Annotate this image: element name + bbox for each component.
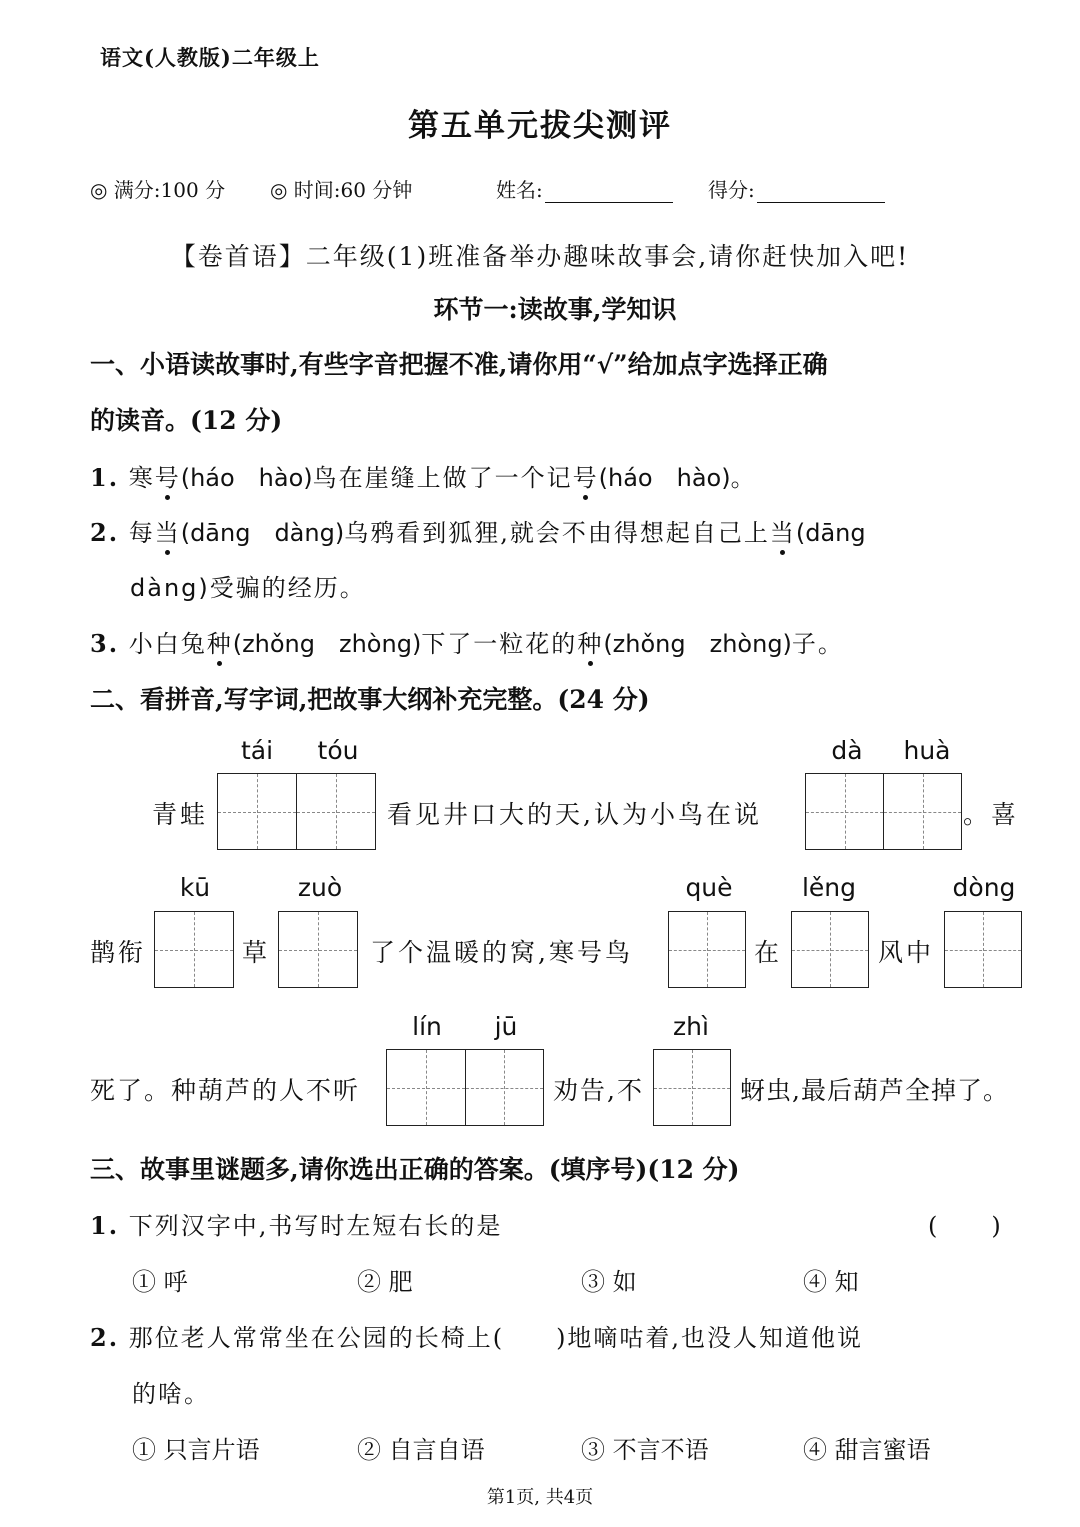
story-text: 看见井口大的天,认为小鸟在说: [387, 800, 762, 829]
pinyin-label: lín: [412, 1012, 442, 1041]
item-text: 寒: [128, 464, 155, 492]
option[interactable]: ② 自言自语: [357, 1436, 485, 1464]
q1-item-1: [90, 458, 757, 493]
q3-item-2-cont: 的啥。: [132, 1380, 210, 1408]
dotted-char: 号: [572, 464, 599, 492]
story-text: 死了。种葫芦的人不听: [90, 1076, 361, 1105]
pinyin-choice: (háo hào): [180, 464, 313, 492]
page-footer: 第1页, 共4页: [486, 1487, 594, 1508]
pinyin-label: huà: [903, 736, 951, 765]
writing-grid[interactable]: [154, 911, 234, 988]
story-text: 青蛙: [152, 800, 209, 829]
full-marks: ◎ 满分:100 分: [90, 178, 226, 202]
item-text: 那位老人常常坐在公园的长椅上( )地嘀咕着,也没人知道他说: [128, 1324, 864, 1352]
option[interactable]: ④ 知: [803, 1268, 859, 1296]
item-text: 乌鸦看到狐狸,就会不由得想起自己上: [344, 519, 770, 547]
story-text: 风中: [878, 938, 935, 967]
pinyin-label: tái: [240, 736, 274, 765]
option[interactable]: ② 肥: [357, 1268, 413, 1296]
dotted-char: 种: [206, 630, 233, 658]
dotted-char: 号: [154, 464, 181, 492]
pinyin-label: jū: [494, 1012, 518, 1041]
q3-item-2: [90, 1318, 863, 1353]
story-text: 。喜: [963, 800, 1020, 829]
item-number: 2.: [90, 1323, 120, 1352]
item-number: 2.: [90, 518, 120, 547]
item-text: 鸟在崖缝上做了一个记: [312, 464, 573, 492]
pinyin-label: dòng: [952, 873, 1016, 902]
writing-grid[interactable]: [805, 773, 962, 850]
name-field: [496, 174, 673, 203]
item-text: 下了一粒花的: [421, 630, 578, 658]
q1-item-3: [90, 624, 844, 659]
section-one-title: 环节一:读故事,学知识: [433, 295, 677, 324]
writing-grid[interactable]: [217, 773, 376, 850]
pinyin-label: lěng: [801, 873, 857, 902]
pinyin-choice: (zhǒng zhòng): [603, 630, 792, 658]
story-text: 蚜虫,最后葫芦全掉了。: [740, 1076, 1009, 1105]
answer-paren[interactable]: ( ): [928, 1212, 1003, 1240]
q1-title-line2: 的读音。(12 分): [90, 406, 283, 435]
writing-grid[interactable]: [278, 911, 358, 988]
story-text: 草: [242, 938, 271, 967]
pinyin-choice: (dāng: [795, 519, 866, 547]
option[interactable]: ③ 如: [581, 1268, 637, 1296]
name-label: 姓名:: [496, 178, 543, 202]
dotted-char: 种: [577, 630, 604, 658]
item-number: 1.: [90, 463, 120, 492]
q2-title: 二、看拼音,写字词,把故事大纲补充完整。(24 分): [90, 685, 650, 714]
score-label: 得分:: [708, 178, 755, 202]
story-text: 劝告,不: [553, 1076, 644, 1105]
pinyin-choice: (háo hào): [598, 464, 731, 492]
subject-header: 语文(人教版)二年级上: [100, 45, 320, 70]
writing-grid[interactable]: [653, 1049, 731, 1126]
pinyin-label: zuò: [297, 873, 343, 902]
page-title: 第五单元拔尖测评: [408, 108, 672, 144]
pinyin-label: què: [685, 873, 733, 902]
option[interactable]: ③ 不言不语: [581, 1436, 709, 1464]
score-blank: [757, 182, 885, 203]
pinyin-label: kū: [179, 873, 211, 902]
writing-grid[interactable]: [668, 911, 746, 988]
story-text: 了个温暖的窝,寒号鸟: [370, 938, 633, 967]
score-field: [708, 174, 885, 203]
item-text: 下列汉字中,书写时左短右长的是: [128, 1212, 503, 1240]
option[interactable]: ④ 甜言蜜语: [803, 1436, 931, 1464]
dotted-char: 当: [769, 519, 796, 547]
item-text: 。: [730, 464, 757, 492]
pinyin-choice: (zhǒng zhòng): [232, 630, 422, 658]
pinyin-label: dà: [831, 736, 863, 765]
q3-title: 三、故事里谜题多,请你选出正确的答案。(填序号)(12 分): [90, 1155, 740, 1184]
writing-grid[interactable]: [944, 911, 1022, 988]
item-text: 每: [128, 519, 155, 547]
pinyin-label: tóu: [317, 736, 359, 765]
time-limit: ◎ 时间:60 分钟: [270, 178, 413, 202]
q1-item-2: [90, 513, 866, 548]
q1-title-line1: 一、小语读故事时,有些字音把握不准,请你用“√”给加点字选择正确: [90, 350, 828, 379]
q3-item-1: [90, 1206, 502, 1241]
story-text: 在: [754, 938, 783, 967]
pinyin-choice: (dāng dàng): [180, 519, 345, 547]
pinyin-label: zhì: [673, 1012, 709, 1041]
item-text: 子。: [791, 630, 844, 658]
name-blank: [545, 182, 673, 203]
story-text: 鹊衔: [90, 938, 147, 967]
writing-grid[interactable]: [386, 1049, 544, 1126]
intro-text: 【卷首语】二年级(1)班准备举办趣味故事会,请你赶快加入吧!: [170, 242, 910, 271]
option[interactable]: ① 只言片语: [132, 1436, 260, 1464]
dotted-char: 当: [154, 519, 181, 547]
option[interactable]: ① 呼: [132, 1268, 188, 1296]
item-number: 3.: [90, 629, 120, 658]
item-number: 1.: [90, 1211, 120, 1240]
q1-item-2-cont: dàng)受骗的经历。: [130, 574, 366, 602]
writing-grid[interactable]: [791, 911, 869, 988]
item-text: 小白兔: [128, 630, 207, 658]
